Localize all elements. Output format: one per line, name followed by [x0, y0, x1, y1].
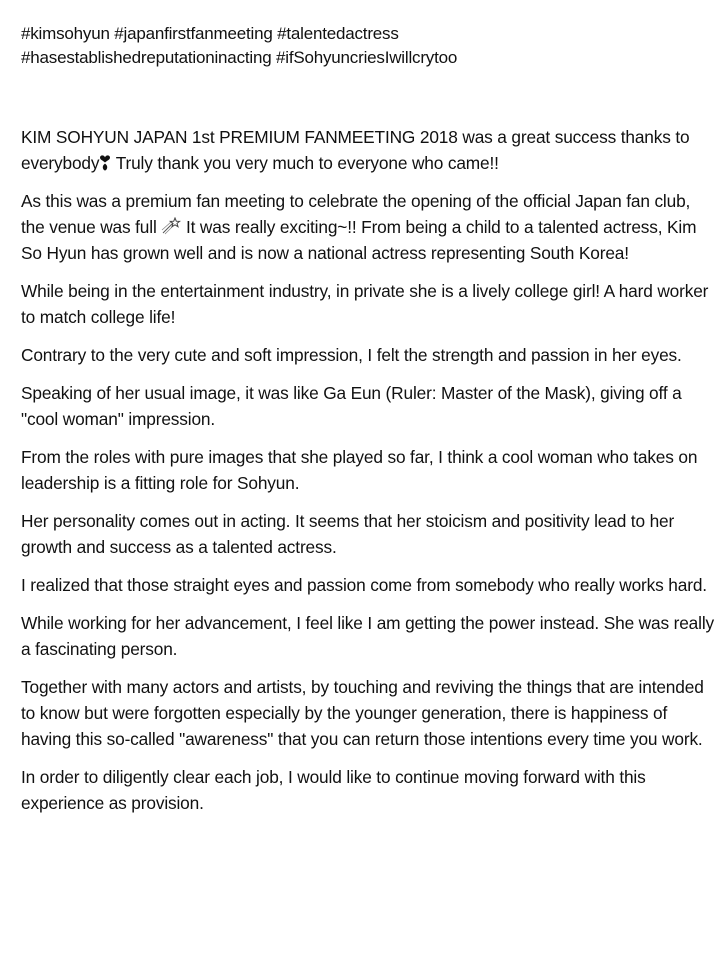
paragraph-2-text-b: It was really exciting~!! From being a child to a talented actress, Kim So Hyun has grown well and is now a national actress representing South Korea!: [21, 217, 697, 263]
hashtag-line-2: #hasestablishedreputationinacting #ifSohyuncriesIwillcrytoo: [21, 48, 458, 67]
hashtag-block: [21, 22, 715, 70]
paragraph-7: Her personality comes out in acting. It seems that her stoicism and positivity lead to her growth and success as a talented actress.: [21, 511, 675, 557]
heart-exclamation-icon: [99, 155, 111, 171]
paragraph-10: Together with many actors and artists, by touching and reviving the things that are intended to know but were forgotten especially by the younger generation, there is happiness of having this so-called "awareness" that you can return those intentions every time you work.: [21, 677, 704, 749]
paragraph-3: While being in the entertainment industry, in private she is a lively college girl! A hard worker to match college life!: [21, 281, 709, 327]
paragraph-4: Contrary to the very cute and soft impression, I felt the strength and passion in her eyes.: [21, 345, 682, 365]
paragraph-1-text-b: Truly thank you very much to everyone who came!!: [111, 153, 499, 173]
paragraph-8: I realized that those straight eyes and passion come from somebody who really works hard.: [21, 575, 707, 595]
hashtag-line-1: #kimsohyun #japanfirstfanmeeting #talentedactress: [21, 24, 399, 43]
paragraph-5: Speaking of her usual image, it was like Ga Eun (Ruler: Master of the Mask), giving off a "cool woman" impression.: [21, 383, 682, 429]
paragraph-1: [21, 124, 715, 176]
paragraph-11: In order to diligently clear each job, I would like to continue moving forward with this experience as provision.: [21, 767, 646, 813]
body-text: [21, 124, 715, 816]
shooting-star-icon: [161, 217, 181, 235]
paragraph-1-text-a: KIM SOHYUN JAPAN 1st PREMIUM FANMEETING 2018 was a great success thanks to everybody: [21, 127, 690, 173]
document: [21, 22, 715, 828]
paragraph-9: While working for her advancement, I feel like I am getting the power instead. She was really a fascinating person.: [21, 613, 715, 659]
paragraph-2: [21, 188, 715, 266]
paragraph-6: From the roles with pure images that she played so far, I think a cool woman who takes on leadership is a fitting role for Sohyun.: [21, 447, 698, 493]
paragraph-2-text-a: As this was a premium fan meeting to celebrate the opening of the official Japan fan club, the venue was full: [21, 191, 691, 237]
